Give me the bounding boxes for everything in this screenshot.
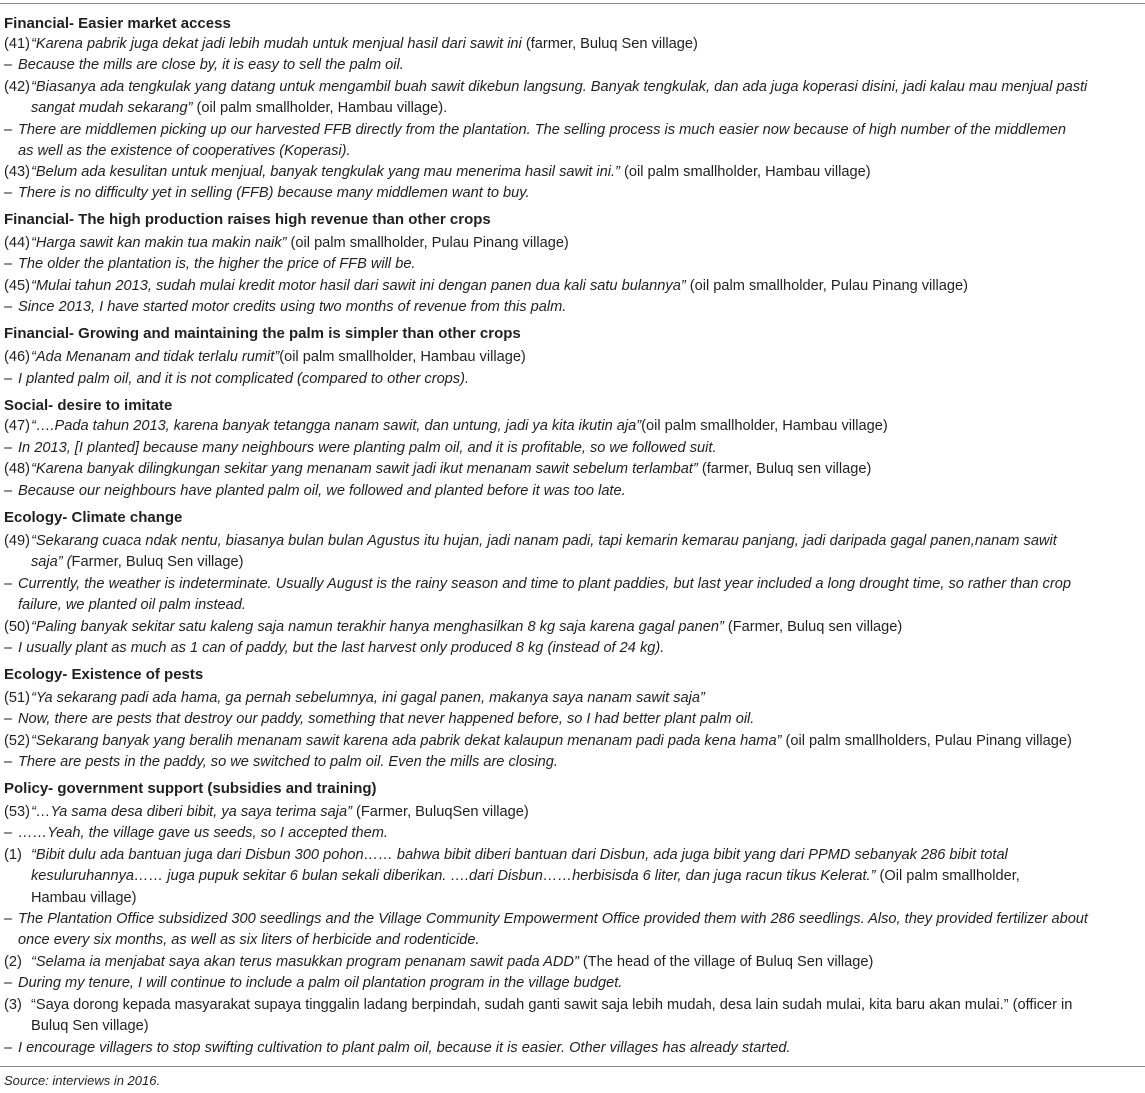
quote: “Mulai tahun 2013, sudah mulai kredit motor hasil dari sawit ini dengan panen dua kali satu bulannya”: [31, 278, 686, 294]
quote-source: Hambau village): [31, 890, 137, 906]
dash: –: [4, 1040, 13, 1056]
row-number: (50): [4, 619, 30, 635]
translation: ……Yeah, the village gave us seeds, so I accepted them.: [18, 825, 388, 841]
row-number: (46): [4, 349, 30, 365]
quote: saja” (: [31, 554, 72, 570]
quote-source: (oil palm smallholder, Hambau village).: [192, 100, 448, 116]
translation: The older the plantation is, the higher the price of FFB will be.: [18, 256, 416, 272]
row-number: (49): [4, 533, 30, 549]
quote-source: (oil palm smallholder, Hambau village): [279, 349, 526, 365]
section-heading: Financial- Growing and maintaining the palm is simpler than other crops: [4, 325, 521, 342]
quote-source: (oil palm smallholders, Pulau Pinang village): [781, 733, 1072, 749]
dash: –: [4, 911, 13, 927]
quote: “Sekarang cuaca ndak nentu, biasanya bulan bulan Agustus itu hujan, jadi nanam padi, tapi kemarin kemarau panjang, jadi daripada gagal panen,nanam sawit: [31, 533, 1057, 549]
row-number: (2): [4, 954, 22, 970]
quote-source: (Farmer, BuluqSen village): [351, 804, 529, 820]
quote: “….Pada tahun 2013, karena banyak tetangga nanam sawit, dan untung, jadi ya kita ikutin aja”: [31, 418, 642, 434]
quote-source: (farmer, Buluq sen village): [697, 461, 872, 477]
table-source-note: Source: interviews in 2016.: [4, 1073, 161, 1088]
row-number: (51): [4, 690, 30, 706]
dash: –: [4, 754, 13, 770]
dash: –: [4, 371, 13, 387]
translation: During my tenure, I will continue to include a palm oil plantation program in the village budget.: [18, 975, 623, 991]
translation: Now, there are pests that destroy our paddy, something that never happened before, so I had better plant palm oil.: [18, 711, 755, 727]
quote: “Ya sekarang padi ada hama, ga pernah sebelumnya, ini gagal panen, makanya saya nanam sawit saja”: [31, 690, 705, 706]
row-number: (3): [4, 997, 22, 1013]
quote-source: (farmer, Buluq Sen village): [521, 36, 698, 52]
section-heading: Ecology- Climate change: [4, 509, 183, 526]
quote-source: (Oil palm smallholder,: [875, 868, 1020, 884]
section-heading: Ecology- Existence of pests: [4, 666, 204, 683]
dash: –: [4, 256, 13, 272]
translation: There are pests in the paddy, so we switched to palm oil. Even the mills are closing.: [18, 754, 558, 770]
quote: “Sekarang banyak yang beralih menanam sawit karena ada pabrik dekat kalaupun menanam padi pada kena hama”: [31, 733, 782, 749]
table-top-rule: [0, 3, 1145, 4]
dash: –: [4, 57, 13, 73]
quote: “Belum ada kesulitan untuk menjual, banyak tengkulak yang mau menerima hasil sawit ini.”: [31, 164, 620, 180]
row-number: (48): [4, 461, 30, 477]
translation: There are middlemen picking up our harvested FFB directly from the plantation. The selling process is much easier now because of high number of the middlemen: [18, 122, 1067, 138]
translation: I planted palm oil, and it is not complicated (compared to other crops).: [18, 371, 470, 387]
quote: “Ada Menanam and tidak terlalu rumit”: [31, 349, 280, 365]
translation: I encourage villagers to stop swifting cultivation to plant palm oil, because it is easier. Other villages has already started.: [18, 1040, 791, 1056]
quote: “Karena pabrik juga dekat jadi lebih mudah untuk menjual hasil dari sawit ini: [31, 36, 522, 52]
quote: “Saya dorong kepada masyarakat supaya tinggalin ladang berpindah, sudah ganti sawit saja lebih mudah, desa lain sudah mulai, kita baru akan mulai.” (officer in: [31, 997, 1073, 1013]
translation: once every six months, as well as six liters of herbicide and rodenticide.: [18, 932, 480, 948]
dash: –: [4, 975, 13, 991]
quote: kesuluruhannya…… juga pupuk sekitar 6 bulan sekali diberikan. ….dari Disbun……herbisisda 6 liter, dan juga racun tikus Kelerat.”: [31, 868, 876, 884]
translation: as well as the existence of cooperatives (Koperasi).: [18, 143, 351, 159]
quote: Buluq Sen village): [31, 1018, 149, 1034]
dash: –: [4, 185, 13, 201]
dash: –: [4, 576, 13, 592]
quote-source: (The head of the village of Buluq Sen village): [578, 954, 874, 970]
translation: Since 2013, I have started motor credits using two months of revenue from this palm.: [18, 299, 567, 315]
translation: Currently, the weather is indeterminate. Usually August is the rainy season and time to plant paddies, but last year included a long drought time, so rather than crop: [18, 576, 1071, 592]
quote-source: (oil palm smallholder, Hambau village): [641, 418, 888, 434]
row-number: (42): [4, 79, 30, 95]
row-number: (45): [4, 278, 30, 294]
quote: “Paling banyak sekitar satu kaleng saja namun terakhir hanya menghasilkan 8 kg saja karena gagal panen”: [31, 619, 724, 635]
translation: failure, we planted oil palm instead.: [18, 597, 246, 613]
quote: “Bibit dulu ada bantuan juga dari Disbun 300 pohon…… bahwa bibit diberi bantuan dari Disbun, ada juga bibit yang dari PPMD sebanyak 286 bibit total: [31, 847, 1008, 863]
quote-source: (oil palm smallholder, Pulau Pinang village): [286, 235, 569, 251]
quote: “Karena banyak dilingkungan sekitar yang menanam sawit jadi ikut menanam sawit sebelum terlambat”: [31, 461, 698, 477]
row-number: (41): [4, 36, 30, 52]
dash: –: [4, 122, 13, 138]
translation: In 2013, [I planted] because many neighbours were planting palm oil, and it is profitable, so we followed suit.: [18, 440, 717, 456]
quote: “Biasanya ada tengkulak yang datang untuk mengambil buah sawit dikebun langsung. Banyak tengkulak, dan ada juga koperasi disini, jadi kalau mau menjual pasti: [31, 79, 1088, 95]
section-heading: Policy- government support (subsidies and training): [4, 780, 377, 797]
row-number: (43): [4, 164, 30, 180]
translation: Because the mills are close by, it is easy to sell the palm oil.: [18, 57, 404, 73]
row-number: (47): [4, 418, 30, 434]
dash: –: [4, 711, 13, 727]
quote-source: (oil palm smallholder, Pulau Pinang village): [685, 278, 968, 294]
section-heading: Social- desire to imitate: [4, 397, 173, 414]
row-number: (44): [4, 235, 30, 251]
dash: –: [4, 483, 13, 499]
row-number: (53): [4, 804, 30, 820]
table-bottom-rule: [0, 1066, 1145, 1067]
section-heading: Financial- The high production raises high revenue than other crops: [4, 211, 491, 228]
dash: –: [4, 299, 13, 315]
quote-source: (oil palm smallholder, Hambau village): [619, 164, 871, 180]
quote: “Selama ia menjabat saya akan terus masukkan program penanam sawit pada ADD”: [31, 954, 579, 970]
translation: I usually plant as much as 1 can of paddy, but the last harvest only produced 8 kg (instead of 24 kg).: [18, 640, 665, 656]
translation: The Plantation Office subsidized 300 seedlings and the Village Community Empowerment Office provided them with 286 seedlings. Also, they provided fertilizer about: [18, 911, 1088, 927]
translation: There is no difficulty yet in selling (FFB) because many middlemen want to buy.: [18, 185, 530, 201]
dash: –: [4, 825, 13, 841]
dash: –: [4, 640, 13, 656]
section-heading: Financial- Easier market access: [4, 15, 231, 32]
quote: “…Ya sama desa diberi bibit, ya saya terima saja”: [31, 804, 352, 820]
row-number: (52): [4, 733, 30, 749]
quote: “Harga sawit kan makin tua makin naik”: [31, 235, 287, 251]
quote-source: Farmer, Buluq Sen village): [71, 554, 244, 570]
dash: –: [4, 440, 13, 456]
quote-source: (Farmer, Buluq sen village): [723, 619, 903, 635]
translation: Because our neighbours have planted palm oil, we followed and planted before it was too late.: [18, 483, 626, 499]
row-number: (1): [4, 847, 22, 863]
quote: sangat mudah sekarang”: [31, 100, 193, 116]
